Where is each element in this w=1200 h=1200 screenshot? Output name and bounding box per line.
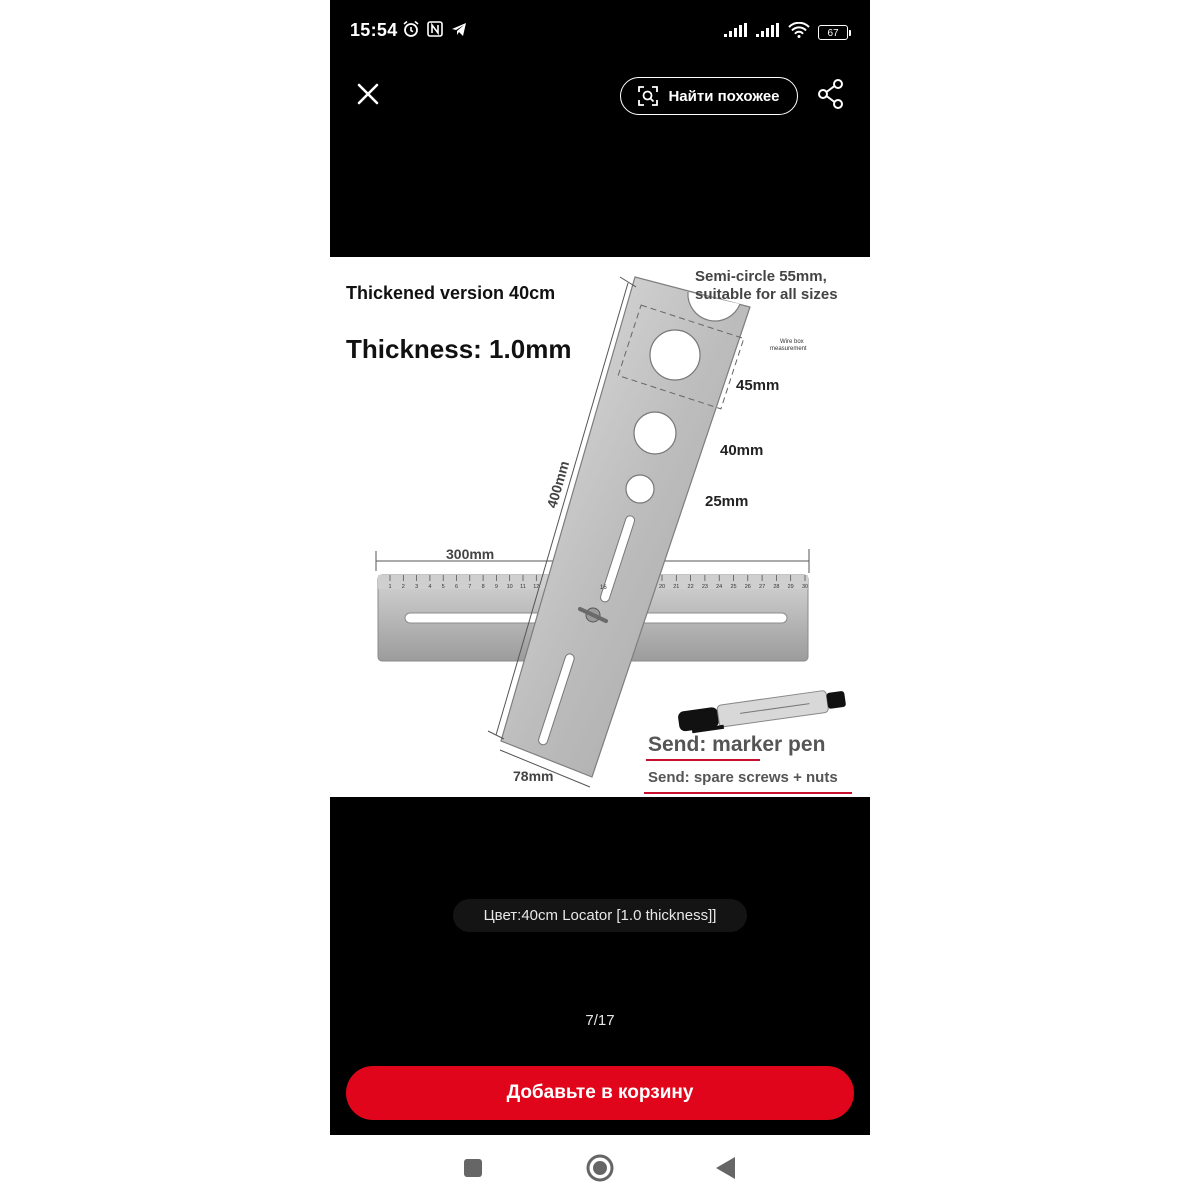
signal-icon xyxy=(724,23,748,42)
battery-icon xyxy=(818,25,848,40)
hole-45-label: 45mm xyxy=(736,377,780,394)
ruler-tick-label: 3 xyxy=(415,584,419,590)
ruler-tick-label: 11 xyxy=(520,584,526,590)
ruler-tick-label: 12 xyxy=(533,584,540,590)
thickness-label: Thickness: 1.0mm xyxy=(346,334,572,364)
hole-25-label: 25mm xyxy=(705,493,749,510)
home-icon xyxy=(585,1153,615,1183)
wifi-icon xyxy=(788,22,810,43)
viewer-toolbar xyxy=(330,70,870,122)
ruler-tick-label: 23 xyxy=(701,584,708,590)
ruler-tick-label: 30 xyxy=(801,584,809,590)
home-button[interactable] xyxy=(585,1153,615,1188)
ruler-tick-label: 5 xyxy=(441,584,445,590)
ruler-tick-label: 21 xyxy=(673,584,680,590)
image-pager: 7/17 xyxy=(585,1012,615,1029)
ruler-tick-label: 27 xyxy=(759,584,766,590)
phone-screen xyxy=(330,0,870,1135)
marker-pen xyxy=(677,688,847,735)
back-button[interactable] xyxy=(713,1155,737,1186)
share-icon xyxy=(816,78,846,110)
add-to-cart-button[interactable]: Добавьте в корзину xyxy=(346,1066,854,1120)
ruler-tick-label: 8 xyxy=(481,584,485,590)
status-bar xyxy=(330,0,870,64)
ruler-tick-label: 1 xyxy=(388,584,392,590)
ruler-tick-label: 28 xyxy=(773,584,780,590)
product-image[interactable] xyxy=(330,257,870,797)
telegram-icon xyxy=(450,20,468,43)
share-button[interactable] xyxy=(816,78,846,110)
send-spare-screws: Send: spare screws + nuts xyxy=(648,769,838,786)
status-time: 15:54 xyxy=(350,20,398,40)
close-button[interactable] xyxy=(354,80,382,108)
ruler-tick-label: 24 xyxy=(716,584,723,590)
ruler-tick-label: 29 xyxy=(787,584,794,590)
product-illustration xyxy=(330,257,870,797)
recents-button[interactable] xyxy=(462,1157,484,1184)
back-icon xyxy=(713,1155,737,1181)
wire-box-line2: measurement xyxy=(770,346,807,352)
close-icon xyxy=(354,80,382,108)
alarm-icon xyxy=(402,20,420,43)
image-search-icon xyxy=(638,86,658,106)
ruler-tick-label: 6 xyxy=(454,584,459,590)
status-icons-left xyxy=(402,20,468,43)
find-similar-label: Найти похожее xyxy=(668,87,780,105)
status-icons-right xyxy=(724,22,848,43)
width-78-label: 78mm xyxy=(513,768,554,784)
ruler-tick-label: 7 xyxy=(468,584,472,590)
signal-icon xyxy=(756,23,780,42)
semicircle-line2: suitable for all sizes xyxy=(695,286,838,303)
ruler-tick-label: 4 xyxy=(428,584,432,590)
system-nav-bar xyxy=(0,1135,1200,1200)
ruler-tick-label: 20 xyxy=(658,584,666,590)
ruler-tick-label: 26 xyxy=(744,584,751,590)
nfc-icon xyxy=(426,20,444,43)
product-title: Thickened version 40cm xyxy=(346,283,556,303)
wire-box-line1: Wire box xyxy=(780,339,804,345)
ruler-mid-tick: 16 xyxy=(600,585,607,591)
semicircle-line1: Semi-circle 55mm, xyxy=(695,268,827,285)
variant-caption: Цвет:40cm Locator [1.0 thickness]] xyxy=(453,899,747,932)
hole-40-label: 40mm xyxy=(720,442,764,459)
ruler-tick-label: 2 xyxy=(401,584,405,590)
send-marker-pen: Send: marker pen xyxy=(648,733,826,756)
find-similar-button[interactable] xyxy=(620,77,798,115)
ruler-tick-label: 9 xyxy=(494,584,498,590)
ruler-tick-label: 25 xyxy=(730,584,737,590)
recents-icon xyxy=(462,1157,484,1179)
length-400-label: 400mm xyxy=(543,459,573,510)
length-300-label: 300mm xyxy=(446,546,495,562)
ruler-tick-label: 10 xyxy=(506,584,513,590)
battery-level: 67 xyxy=(827,28,839,39)
ruler-tick-label: 22 xyxy=(687,584,694,590)
